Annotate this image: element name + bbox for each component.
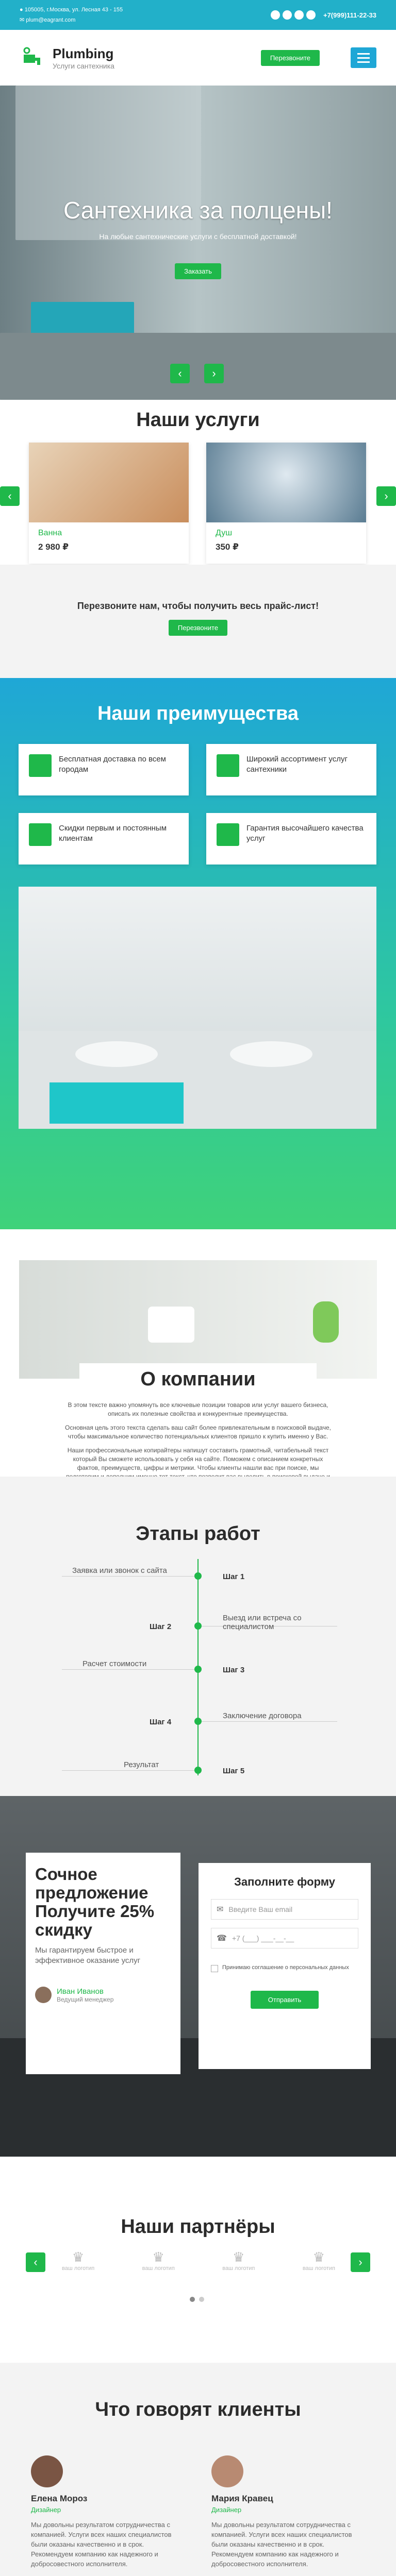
partner-logo[interactable] <box>142 2249 175 2272</box>
service-image <box>206 443 366 522</box>
logo-icon: ♛ <box>233 2249 245 2265</box>
hero-section <box>0 86 396 400</box>
email-line[interactable]: ✉ plum@eagrant.com <box>20 17 76 23</box>
brand-name: Plumbing <box>53 45 114 61</box>
partner-caption: ваш логотип <box>142 2265 175 2272</box>
step-dot <box>194 1666 202 1673</box>
review-text: Мы довольны результатом сотрудничества с компанией. Услуги всех наших специалистов были оказаны качественно и в срок. Рекомендуем компанию как надежного и добросовестного исполнителя. <box>211 2521 352 2568</box>
step-connector <box>62 1770 201 1771</box>
step-text: Заключение договора <box>223 1711 302 1720</box>
top-bar <box>0 0 396 30</box>
social-icon[interactable] <box>294 10 304 20</box>
callback-button[interactable]: Перезвоните <box>261 50 320 66</box>
logo-icon: ♛ <box>152 2249 164 2265</box>
envelope-icon: ✉ <box>217 1905 224 1914</box>
site-header <box>0 30 396 86</box>
advantages-section <box>0 678 396 1229</box>
social-icon[interactable] <box>306 10 316 20</box>
top-phone[interactable]: +7(999)111-22-33 <box>323 11 376 19</box>
partner-logo[interactable] <box>62 2249 94 2272</box>
about-section <box>0 1229 396 1477</box>
address-line: ● 105005, г.Москва, ул. Лесная 43 - 155 <box>20 7 123 13</box>
advantage-text: Широкий ассортимент услуг сантехники <box>246 755 348 774</box>
offer-person-name: Иван Иванов <box>57 1987 104 1996</box>
partner-caption: ваш логотип <box>222 2265 255 2272</box>
hero-title: Сантехника за полцены! <box>63 197 333 224</box>
top-email[interactable]: plum@eagrant.com <box>26 17 76 23</box>
about-paragraph: Наши профессиональные копирайтеры напишут составить грамотный, читабельный текст который Вы сможете использовать у себя на сайте. Поможем с описанием конкретных фактов, преимуществ, цифры и метрики. Чтобы клиенты нашли вас при поиске, мы <box>67 1447 329 1471</box>
service-price: 2 980 ₽ <box>38 542 69 552</box>
reviews-section <box>0 2363 396 2576</box>
top-contacts <box>20 5 123 25</box>
about-heading: О компании <box>79 1363 317 1396</box>
submit-button[interactable]: Отправить <box>251 1991 319 2009</box>
phone-placeholder: +7 (___) ___-__-__ <box>232 1934 294 1942</box>
partner-logo[interactable] <box>303 2249 335 2272</box>
about-paragraph: Основная цель этого текста сделать ваш сайт более привлекательным в поисковой выдаче, чтобы максимальное количество потенциальных клиентов пришло к купить именно у Вас. <box>65 1424 331 1440</box>
offer-section <box>0 1796 396 2157</box>
hero-counter <box>0 333 396 400</box>
step-label: Шаг 4 <box>150 1718 172 1726</box>
hero-prev-arrow[interactable]: ‹ <box>170 364 190 383</box>
services-prev-arrow[interactable]: ‹ <box>0 486 20 506</box>
step-dot <box>194 1767 202 1774</box>
review-card <box>26 2450 186 2574</box>
offer-person-role: Ведущий менеджер <box>57 1995 114 2003</box>
service-card[interactable] <box>29 443 189 564</box>
advantage-text: Скидки первым и постоянным клиентам <box>59 824 167 843</box>
pricelist-section <box>0 565 396 678</box>
social-icon[interactable] <box>271 10 280 20</box>
about-image <box>19 1260 377 1379</box>
logo-icon: ♛ <box>312 2249 325 2265</box>
advantage-item <box>206 744 376 795</box>
partner-logo[interactable] <box>222 2249 255 2272</box>
form-title: Заполните форму <box>234 1875 335 1888</box>
step-text: Выезд или встреча со специалистом <box>223 1614 302 1631</box>
step-text: Результат <box>124 1760 159 1769</box>
email-placeholder: Введите Ваш email <box>228 1905 293 1913</box>
review-name: Мария Кравец <box>211 2494 273 2503</box>
logo-icon: ♛ <box>72 2249 85 2265</box>
services-section <box>0 400 396 565</box>
review-name: Елена Мороз <box>31 2494 88 2503</box>
step-dot <box>194 1572 202 1580</box>
partner-caption: ваш логотип <box>62 2265 95 2272</box>
email-field[interactable] <box>211 1899 358 1920</box>
step-dot <box>194 1622 202 1630</box>
advantage-item <box>19 813 189 865</box>
step-connector <box>62 1669 201 1670</box>
brand-tagline: Услуги сантехника <box>53 61 114 70</box>
step-label: Шаг 3 <box>223 1666 245 1674</box>
services-next-arrow[interactable]: › <box>376 486 396 506</box>
partners-next-arrow[interactable]: › <box>351 2252 370 2272</box>
image-sink <box>230 1041 312 1067</box>
step-label: Шаг 1 <box>223 1572 245 1581</box>
pricelist-text: Перезвоните нам, чтобы получить весь прайс-лист! <box>77 601 319 611</box>
service-name[interactable]: Душ <box>216 529 233 537</box>
hero-order-button[interactable]: Заказать <box>175 263 221 279</box>
avatar <box>211 2455 243 2487</box>
advantage-text: Бесплатная доставка по всем городам <box>59 755 166 774</box>
step-text: Расчет стоимости <box>82 1659 147 1668</box>
advantages-image <box>19 887 376 1129</box>
contact-form <box>199 1863 371 2069</box>
steps-heading: Этапы работ <box>136 1523 260 1545</box>
service-card[interactable] <box>206 443 366 564</box>
grid-icon <box>217 754 239 777</box>
discount-icon <box>29 823 52 846</box>
step-connector <box>62 1576 201 1577</box>
pagination-dot[interactable] <box>190 2297 195 2302</box>
offer-card <box>26 1853 180 2074</box>
partners-section <box>0 2157 396 2363</box>
pricelist-button[interactable]: Перезвоните <box>169 620 227 636</box>
advantage-item <box>206 813 376 865</box>
avatar <box>31 2455 63 2487</box>
partners-heading: Наши партнёры <box>121 2216 275 2238</box>
advantages-heading: Наши преимущества <box>97 703 299 724</box>
social-links <box>271 10 376 20</box>
review-text: Мы довольны результатом сотрудничества с компанией. Услуги всех наших специалистов были оказаны качественно и в срок. Рекомендуем компанию как надежного и добросовестного исполнителя. <box>31 2521 172 2568</box>
partner-caption: ваш логотип <box>302 2265 335 2272</box>
image-sink <box>75 1041 158 1067</box>
hero-next-arrow[interactable]: › <box>204 364 224 383</box>
image-toilet <box>148 1307 194 1343</box>
about-paragraph: В этом тексте важно упомянуть все ключевые позиции товаров или услуг вашего бизнеса, описать их полезные свойства и конкурентные преимущества. <box>68 1401 328 1417</box>
review-card <box>206 2450 366 2574</box>
partners-prev-arrow[interactable]: ‹ <box>26 2252 45 2272</box>
step-label: Шаг 5 <box>223 1767 245 1775</box>
service-name[interactable]: Ванна <box>38 529 62 537</box>
image-plant <box>313 1301 339 1343</box>
services-heading: Наши услуги <box>136 409 260 431</box>
advantage-item <box>19 744 189 795</box>
agree-text[interactable]: Принимаю соглашение о персональных данных <box>222 1964 349 1971</box>
image-towel <box>50 1082 184 1124</box>
phone-icon: ☎ <box>217 1934 227 1943</box>
step-connector <box>198 1721 337 1722</box>
review-role: Дизайнер <box>31 2506 61 2514</box>
review-role: Дизайнер <box>211 2506 242 2514</box>
advantage-text: Гарантия высочайшего качества услуг <box>246 824 364 843</box>
thumbs-up-icon <box>217 823 239 846</box>
hero-subtitle: На любые сантехнические услуги с бесплатной доставкой! <box>99 232 297 241</box>
service-price: 350 ₽ <box>216 542 239 552</box>
service-image <box>29 443 189 522</box>
truck-icon <box>29 754 52 777</box>
avatar <box>35 1987 52 2003</box>
top-address: 105005, г.Москва, ул. Лесная 43 - 155 <box>24 7 123 13</box>
pagination-dot[interactable] <box>199 2297 204 2302</box>
logo[interactable] <box>20 44 114 71</box>
step-label: Шаг 2 <box>150 1622 172 1631</box>
wrench-icon <box>20 44 46 71</box>
agree-checkbox[interactable] <box>211 1965 218 1972</box>
reviews-heading: Что говорят клиенты <box>95 2399 301 2420</box>
menu-icon[interactable] <box>351 47 376 68</box>
social-icon[interactable] <box>283 10 292 20</box>
offer-subtitle: Мы гарантируем быстрое и эффективное оказание услуг <box>35 1946 141 1965</box>
step-dot <box>194 1718 202 1725</box>
phone-field[interactable] <box>211 1928 358 1948</box>
step-text: Заявка или звонок с сайта <box>72 1566 167 1575</box>
offer-title: Сочное предложение Получите 25% скидку <box>35 1865 155 1939</box>
steps-section <box>0 1477 396 1796</box>
partners-pagination <box>190 2297 204 2302</box>
